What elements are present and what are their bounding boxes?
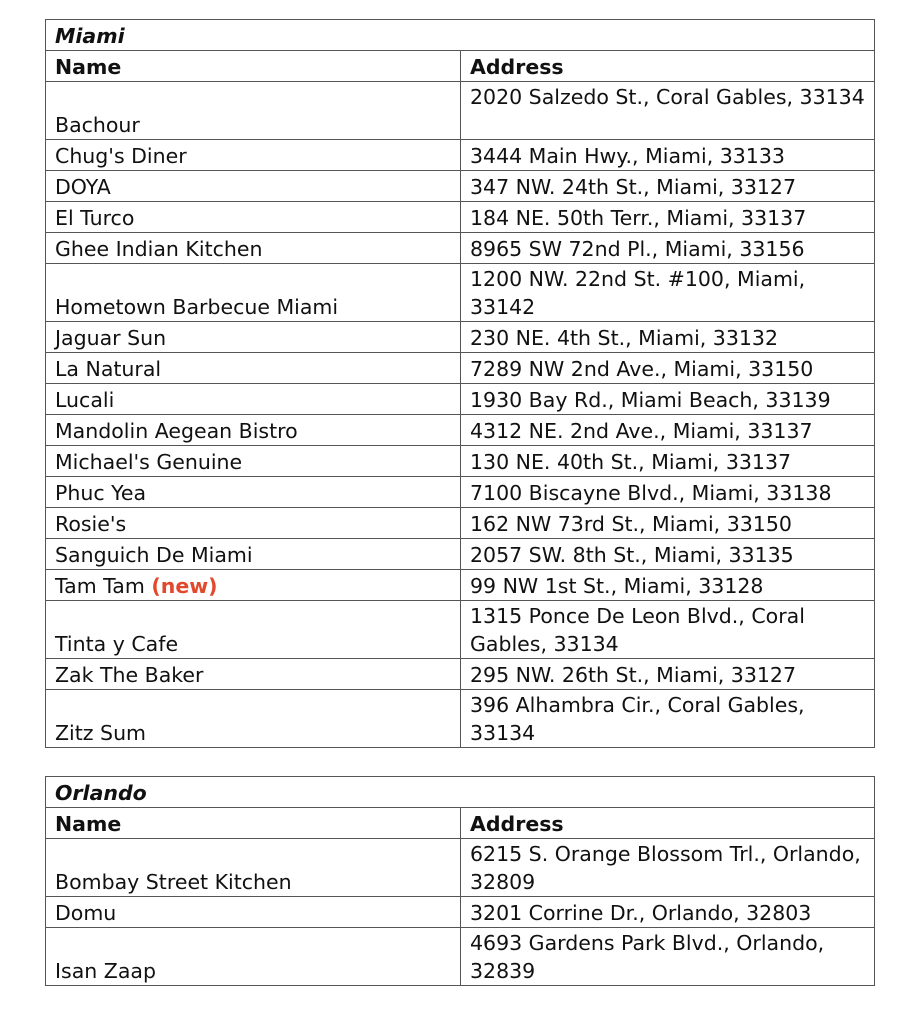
table-row (46, 508, 875, 539)
table-row (46, 928, 875, 986)
restaurant-name: El Turco (46, 202, 461, 233)
table-row (46, 570, 875, 601)
restaurant-address: 130 NE. 40th St., Miami, 33137 (461, 446, 875, 477)
city-title: Orlando (46, 777, 875, 808)
city-title: Miami (46, 20, 875, 51)
restaurant-name: Zak The Baker (46, 659, 461, 690)
table-row (46, 353, 875, 384)
restaurant-address: 2057 SW. 8th St., Miami, 33135 (461, 539, 875, 570)
city-row (46, 777, 875, 808)
restaurant-name: Zitz Sum (46, 690, 461, 748)
restaurant-name-cell (46, 570, 461, 601)
table-row (46, 233, 875, 264)
restaurant-address: 1200 NW. 22nd St. #100, Miami, 33142 (461, 264, 875, 322)
table-row (46, 839, 875, 897)
name-column-header: Name (46, 808, 461, 839)
restaurant-address: 4693 Gardens Park Blvd., Orlando, 32839 (461, 928, 875, 986)
table-row (46, 601, 875, 659)
restaurant-name: Michael's Genuine (46, 446, 461, 477)
restaurant-name: Bombay Street Kitchen (46, 839, 461, 897)
restaurant-name: Tinta y Cafe (46, 601, 461, 659)
restaurant-address: 295 NW. 26th St., Miami, 33127 (461, 659, 875, 690)
table-row (46, 659, 875, 690)
restaurant-address: 2020 Salzedo St., Coral Gables, 33134 (461, 82, 875, 140)
restaurant-name: Ghee Indian Kitchen (46, 233, 461, 264)
table-row (46, 384, 875, 415)
header-row (46, 808, 875, 839)
restaurant-address: 1930 Bay Rd., Miami Beach, 33139 (461, 384, 875, 415)
restaurant-address: 99 NW 1st St., Miami, 33128 (461, 570, 875, 601)
restaurant-address: 162 NW 73rd St., Miami, 33150 (461, 508, 875, 539)
restaurant-address: 184 NE. 50th Terr., Miami, 33137 (461, 202, 875, 233)
table-row (46, 446, 875, 477)
restaurant-address: 4312 NE. 2nd Ave., Miami, 33137 (461, 415, 875, 446)
table-row (46, 264, 875, 322)
restaurant-address: 3444 Main Hwy., Miami, 33133 (461, 140, 875, 171)
restaurant-name: Chug's Diner (46, 140, 461, 171)
restaurant-name: DOYA (46, 171, 461, 202)
table-row (46, 415, 875, 446)
table-row (46, 690, 875, 748)
restaurant-name: Jaguar Sun (46, 322, 461, 353)
new-badge: (new) (151, 574, 218, 598)
miami-restaurant-table (45, 19, 875, 748)
address-column-header: Address (461, 51, 875, 82)
table-row (46, 477, 875, 508)
table-row (46, 897, 875, 928)
table-row (46, 171, 875, 202)
restaurant-name: Sanguich De Miami (46, 539, 461, 570)
restaurant-name: Isan Zaap (46, 928, 461, 986)
restaurant-address: 7289 NW 2nd Ave., Miami, 33150 (461, 353, 875, 384)
restaurant-address: 3201 Corrine Dr., Orlando, 32803 (461, 897, 875, 928)
restaurant-name: Bachour (46, 82, 461, 140)
orlando-restaurant-table (45, 776, 875, 986)
restaurant-name: Phuc Yea (46, 477, 461, 508)
table-row (46, 140, 875, 171)
header-row (46, 51, 875, 82)
table-row (46, 322, 875, 353)
table-row (46, 539, 875, 570)
name-column-header: Name (46, 51, 461, 82)
restaurant-address: 347 NW. 24th St., Miami, 33127 (461, 171, 875, 202)
restaurant-name: Rosie's (46, 508, 461, 539)
table-row (46, 202, 875, 233)
restaurant-name: Lucali (46, 384, 461, 415)
restaurant-address: 396 Alhambra Cir., Coral Gables, 33134 (461, 690, 875, 748)
restaurant-name: Tam Tam (55, 574, 145, 598)
restaurant-name: Hometown Barbecue Miami (46, 264, 461, 322)
restaurant-name: Mandolin Aegean Bistro (46, 415, 461, 446)
table-row (46, 82, 875, 140)
address-column-header: Address (461, 808, 875, 839)
restaurant-address: 230 NE. 4th St., Miami, 33132 (461, 322, 875, 353)
restaurant-name: Domu (46, 897, 461, 928)
restaurant-address: 6215 S. Orange Blossom Trl., Orlando, 32809 (461, 839, 875, 897)
restaurant-address: 8965 SW 72nd Pl., Miami, 33156 (461, 233, 875, 264)
restaurant-address: 1315 Ponce De Leon Blvd., Coral Gables, 33134 (461, 601, 875, 659)
city-row (46, 20, 875, 51)
restaurant-name: La Natural (46, 353, 461, 384)
restaurant-address: 7100 Biscayne Blvd., Miami, 33138 (461, 477, 875, 508)
